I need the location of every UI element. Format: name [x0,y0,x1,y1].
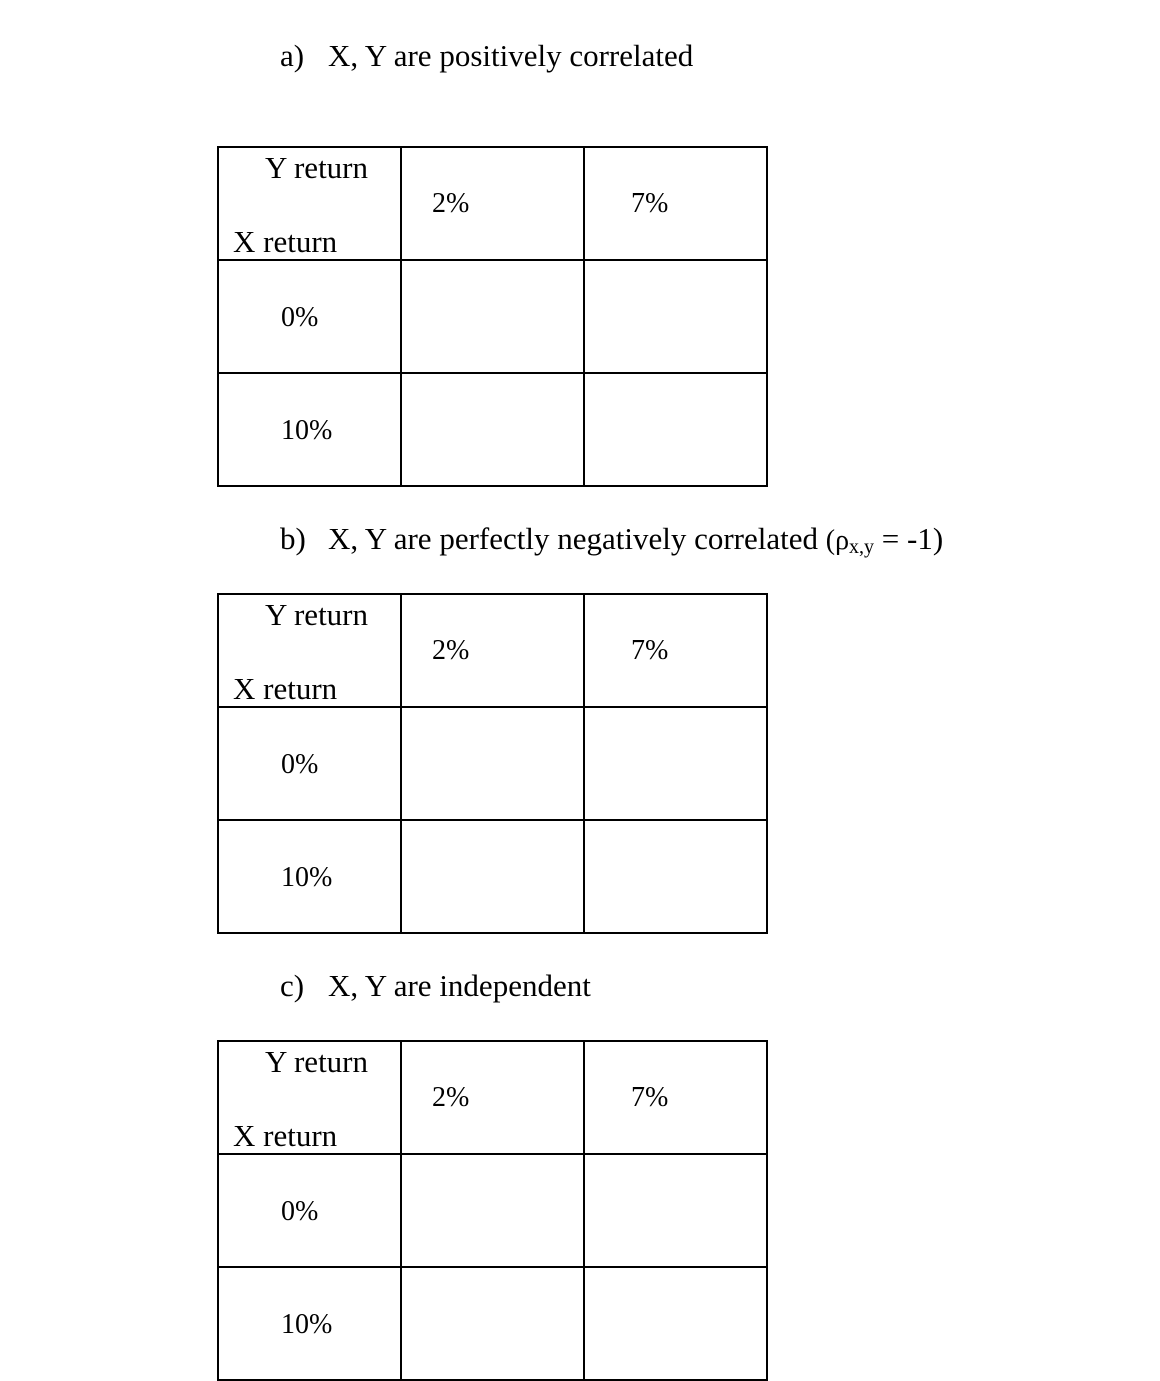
column-header-y-7pct: 7% [631,635,669,666]
rho-value: = -1) [874,521,944,556]
section-a-table [217,146,768,487]
table-row [218,820,767,933]
x-return-label: X return [233,1118,338,1153]
section-a-heading [280,38,693,74]
axis-corner-cell [218,594,401,707]
column-header-y-7pct: 7% [631,1082,669,1113]
probability-cell [584,1267,767,1380]
row-header-cell [218,1267,401,1380]
table-row [218,707,767,820]
probability-cell [584,1154,767,1267]
rho-expression [826,521,943,556]
section-b-title: X, Y are perfectly negatively correlated [328,521,818,556]
axis-corner-cell [218,1041,401,1154]
section-a-letter: a) [280,38,305,73]
probability-cell [584,820,767,933]
row-header-cell [218,1154,401,1267]
row-header-cell [218,707,401,820]
table-row [218,260,767,373]
section-c-title: X, Y are independent [328,968,591,1003]
probability-cell [584,373,767,486]
probability-cell [584,260,767,373]
row-header-x-10pct: 10% [281,862,333,893]
row-header-x-0pct: 0% [281,1196,319,1227]
column-header-cell [584,594,767,707]
column-header-cell [401,147,584,260]
axis-corner-cell [218,147,401,260]
row-header-cell [218,373,401,486]
section-b-table [217,593,768,934]
rho-open: (ρ [825,525,850,556]
table-header-row [218,594,767,707]
row-header-x-10pct: 10% [281,415,333,446]
x-return-label: X return [233,671,338,706]
section-b-letter: b) [280,521,306,556]
row-header-x-0pct: 0% [281,749,319,780]
column-header-y-7pct: 7% [631,188,669,219]
table-row [218,1267,767,1380]
column-header-y-2pct: 2% [432,1082,470,1113]
column-header-cell [401,1041,584,1154]
y-return-label: Y return [265,1044,369,1079]
table-row [218,1154,767,1267]
x-return-label: X return [233,224,338,259]
section-b-heading [280,521,943,559]
probability-cell [401,260,584,373]
table-row [218,373,767,486]
table-header-row [218,147,767,260]
section-c-letter: c) [280,968,305,1003]
probability-cell [401,820,584,933]
column-header-cell [584,1041,767,1154]
y-return-label: Y return [265,597,369,632]
section-c-table [217,1040,768,1381]
probability-cell [401,1267,584,1380]
section-a-title: X, Y are positively correlated [328,38,694,73]
probability-cell [584,707,767,820]
section-c-heading [280,968,591,1004]
row-header-cell [218,820,401,933]
rho-subscript: x,y [849,536,875,558]
y-return-label: Y return [265,150,369,185]
column-header-cell [401,594,584,707]
row-header-cell [218,260,401,373]
column-header-cell [584,147,767,260]
probability-cell [401,373,584,486]
probability-cell [401,1154,584,1267]
probability-cell [401,707,584,820]
row-header-x-0pct: 0% [281,302,319,333]
row-header-x-10pct: 10% [281,1309,333,1340]
table-header-row [218,1041,767,1154]
column-header-y-2pct: 2% [432,635,470,666]
column-header-y-2pct: 2% [432,188,470,219]
